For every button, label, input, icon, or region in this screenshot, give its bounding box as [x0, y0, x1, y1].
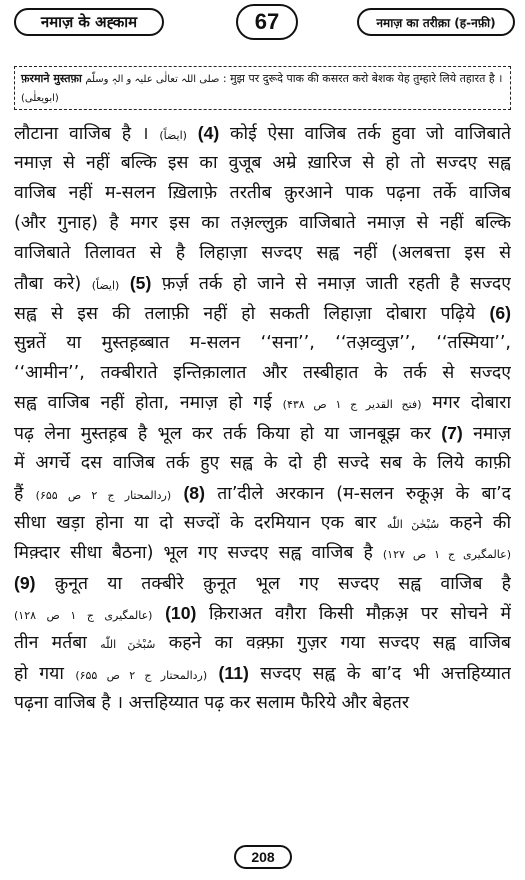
- body-line: [14, 628, 511, 658]
- body-line: [14, 268, 511, 298]
- quote-label: फ़रमाने मुस्तफ़ा: [21, 72, 82, 85]
- text-segment: लौटाना वाजिब है ।: [14, 124, 160, 144]
- text-segment: पढ़ना वाजिब है । अत्तहिय्यात पढ़ कर सलाम फैरिये और बेहतर: [14, 693, 410, 713]
- body-line: [14, 508, 511, 538]
- point-number: (8): [183, 483, 205, 503]
- text-segment: में अगर्चे दस वाजिब तर्क हुए सह्व के दो ही सज्दे सब के लिये काफ़ी: [14, 453, 511, 473]
- body-line: [14, 238, 511, 268]
- text-segment: सह्व वाजिब नहीं होता, नमाज़ हो गई: [14, 393, 283, 413]
- text-segment: वाजिब नहीं म-सलन ख़िलाफ़े तरतीब क़ुरआने पाक पढ़ना तर्के वाजिब: [14, 183, 511, 203]
- text-segment: तीन मर्तबा: [14, 633, 101, 653]
- text-segment: (और गुनाह) है मगर इस का तअ़ल्लुक़ वाजिबाते नमाज़ से नहीं बल्कि: [14, 213, 511, 233]
- citation: (عالمگیری ج ۱ ص ۱۲۸): [14, 609, 153, 622]
- text-segment: वाजिबाते तिलावत से है लिहाज़ा सज्दए सह्व नहीं (अलबत्ता इस से: [14, 243, 511, 263]
- chapter-page-number: 67: [236, 4, 298, 40]
- body-line: [14, 298, 511, 328]
- body-line: [14, 658, 511, 688]
- text-segment: सह्व से इस की तलाफ़ी नहीं हो सकती लिहाज़ा दोबारा पढ़िये: [14, 304, 490, 324]
- page-header: [0, 0, 525, 48]
- citation: سُبْحٰنَ اللّٰه: [386, 518, 440, 531]
- body-line: [14, 418, 511, 448]
- text-segment: [187, 124, 198, 144]
- quote-text: : मुझ पर दुरूदे पाक की कसरत करो बेशक येह तुम्हारे लिये तहारत है ।: [219, 72, 503, 85]
- body-line: [14, 478, 511, 508]
- citation: (فتح القدیر ج ۱ ص ۴۳۸): [282, 398, 422, 411]
- point-number: (4): [197, 123, 220, 143]
- point-number: (7): [441, 423, 463, 443]
- text-segment: [119, 274, 129, 294]
- text-segment: नमाज़ से नहीं बल्कि इस का वुजूब अम्रे ख़ारिज से हो तो सज्दए सह्व: [14, 153, 511, 173]
- body-text: [14, 118, 511, 838]
- point-number: (9): [14, 573, 36, 593]
- body-line: [14, 328, 511, 358]
- citation: (ایضاً): [159, 129, 187, 142]
- text-segment: कहने की: [439, 513, 511, 533]
- citation: (عالمگیری ج ۱ ص ۱۲۷): [382, 548, 511, 561]
- body-line: [14, 388, 511, 418]
- chapter-title-badge: नमाज़ का तरीक़ा (ह-नफ़ी): [357, 8, 515, 36]
- text-segment: [171, 484, 183, 504]
- text-segment: नमाज़: [462, 424, 511, 444]
- body-line: [14, 148, 511, 178]
- text-segment: पढ़ लेना मुस्तह़ब है भूल कर तर्क किया हो या जानबूझ कर: [14, 424, 442, 444]
- quote-source: (ابویعلٰی): [21, 93, 59, 104]
- text-segment: सज्दए सह्व के बा’द भी अत्तहिय्यात: [248, 664, 511, 684]
- book-title-badge: नमाज़ के अह्काम: [14, 8, 164, 36]
- text-segment: कोई ऐसा वाजिब तर्क हुवा जो वाजिबाते: [219, 124, 511, 144]
- text-segment: मगर दोबारा: [421, 393, 511, 413]
- body-line: [14, 568, 511, 598]
- text-segment: सुन्नतें या मुस्तह़ब्बात म-सलन ‘‘सना’’, ‘‘तअ़व्वुज़’’, ‘‘तस्मिया’’,: [14, 333, 511, 353]
- body-line: [14, 208, 511, 238]
- citation: (ایضاً): [91, 279, 120, 292]
- body-line: [14, 178, 511, 208]
- body-line: [14, 688, 511, 718]
- text-segment: फ़र्ज़ तर्क हो जाने से नमाज़ जाती रहती है सज्दए: [151, 274, 511, 294]
- body-line: [14, 538, 511, 568]
- text-segment: मिक़्दार सीधा बैठना) भूल गए सज्दए सह्व वाजिब है: [14, 543, 383, 563]
- text-segment: सीधा खड़ा होना या दो सज्दों के दरमियान एक बार: [14, 513, 387, 533]
- text-segment: तौबा करे): [14, 274, 92, 294]
- text-segment: [207, 664, 218, 684]
- text-segment: हैं: [14, 484, 36, 504]
- salutation-text: صلی اللہ تعالٰی علیہ و الہٖ وسلّم: [85, 74, 220, 85]
- text-segment: ता’दीले अरकान (म-सलन रुकूअ़ के बा’द: [204, 484, 511, 504]
- text-segment: क़ुनूत या तक्बीरे क़ुनूत भूल गए सज्दए सह्व वाजिब है: [35, 574, 511, 594]
- citation: (ردالمحتار ج ۲ ص ۶۵۵): [35, 489, 172, 502]
- footer-page-number: 208: [234, 845, 292, 869]
- text-segment: हो गया: [14, 664, 76, 684]
- text-segment: क़िराअत वग़ैरा किसी मौक़अ़ पर सोचने में: [196, 604, 511, 624]
- body-line: [14, 448, 511, 478]
- citation: سُبْحٰنَ اللّٰه: [100, 638, 156, 651]
- text-segment: ‘‘आमीन’’, तक्बीराते इन्तिक़ालात और तस्बीहात के तर्क से सज्दए: [14, 363, 511, 383]
- text-segment: कहने का वक़्फ़ा गुज़र गया सज्दए सह्व वाजिब: [155, 633, 511, 653]
- text-segment: [152, 604, 165, 624]
- citation: (ردالمحتار ج ۲ ص ۶۵۵): [75, 669, 208, 682]
- point-number: (10): [165, 603, 197, 623]
- body-line: [14, 358, 511, 388]
- body-line: [14, 598, 511, 628]
- point-number: (5): [129, 273, 152, 293]
- point-number: (6): [489, 303, 511, 323]
- hadith-quote-box: [14, 66, 511, 110]
- point-number: (11): [218, 663, 249, 683]
- body-line: [14, 118, 511, 148]
